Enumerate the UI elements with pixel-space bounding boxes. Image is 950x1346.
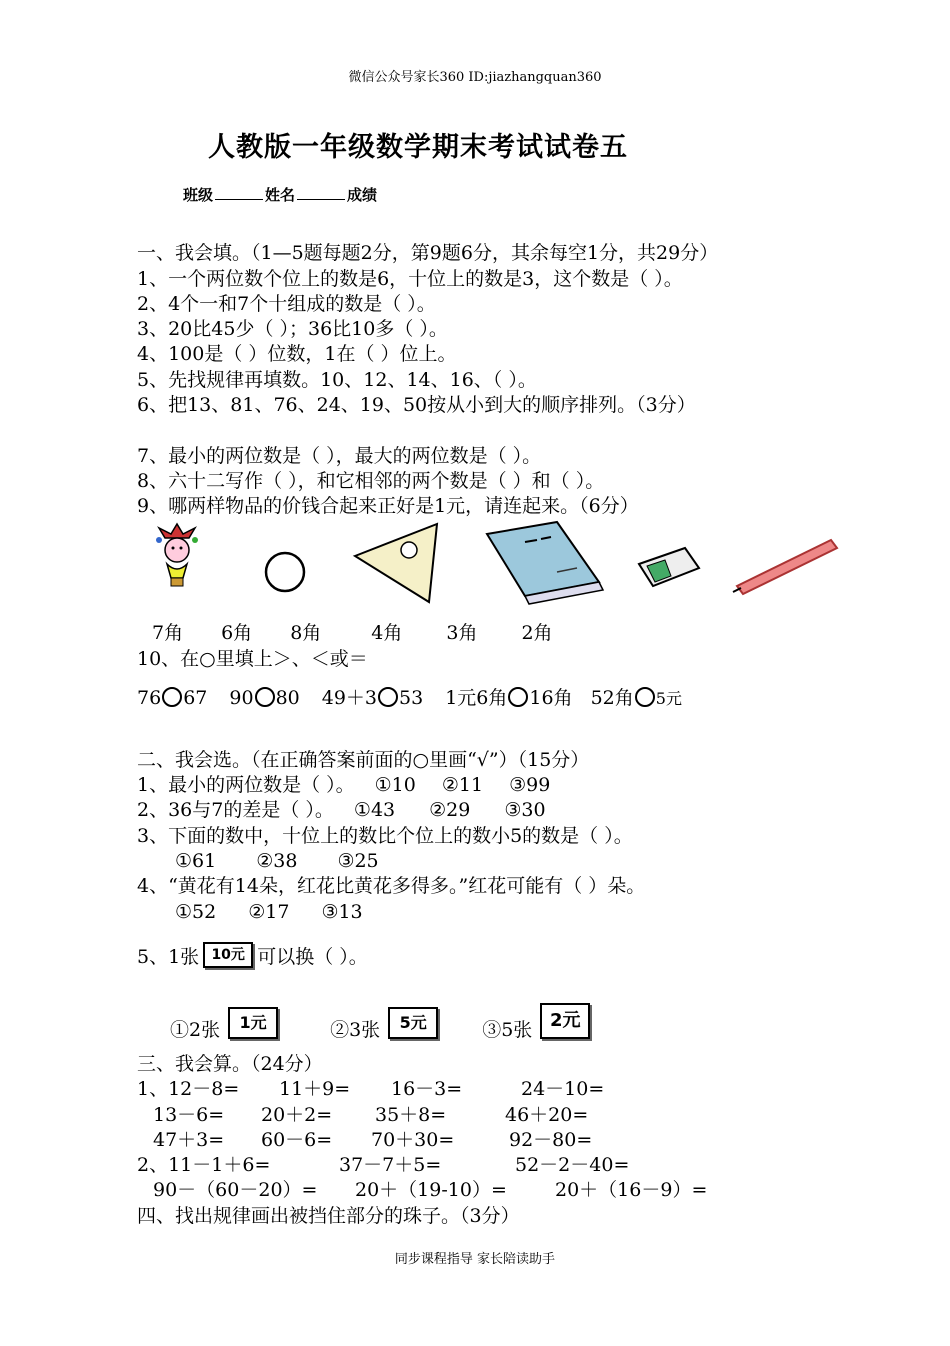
banknote-1-yuan: 1元 <box>228 1007 278 1039</box>
calc-item: 52－2－40= <box>515 1154 630 1176</box>
compare-left: 49＋3 <box>321 687 378 709</box>
calc-item: 37－7＋5= <box>339 1154 442 1176</box>
price-item: 2角 <box>521 622 553 644</box>
s1-question-3: 3、20比45少（ ）；36比10多（ ）。 <box>137 318 448 340</box>
calc-row-2 <box>153 1103 588 1127</box>
question-text: 5、1张 <box>137 946 200 968</box>
s2-question-2 <box>137 798 546 822</box>
items-picture-strip <box>137 520 872 608</box>
s2-question-5-options <box>170 1003 590 1042</box>
option[interactable]: ②29 <box>429 799 471 821</box>
compare-left: 90 <box>229 687 254 709</box>
s1-question-2: 2、4个一和7个十组成的数是（ ）。 <box>137 293 436 315</box>
eraser-icon <box>639 548 699 586</box>
s1-question-9: 9、哪两样物品的价钱合起来正好是1元，请连起来。（6分） <box>137 495 639 517</box>
calc-item: 24－10= <box>521 1078 605 1100</box>
calc-item: 20＋2= <box>261 1104 333 1126</box>
s2-question-3: 3、下面的数中，十位上的数比个位上的数小5的数是（ ）。 <box>137 825 633 847</box>
calc-item: 90－（60－20）= <box>153 1179 318 1201</box>
option[interactable]: ②3张 <box>330 1019 381 1041</box>
calc-item: 13－6= <box>153 1104 225 1126</box>
calc-item: 20＋（19-10）= <box>355 1179 507 1201</box>
calc-row-4 <box>137 1153 629 1177</box>
triangle-ruler-icon <box>355 524 437 602</box>
s1-question-5: 5、先找规律再填数。10、12、14、16、（ ）。 <box>137 369 537 391</box>
option[interactable]: ①52 <box>175 901 217 923</box>
notebook-icon <box>487 522 603 604</box>
compare-row <box>137 686 682 711</box>
option[interactable]: ③13 <box>321 901 363 923</box>
option[interactable]: ③30 <box>504 799 546 821</box>
s1-question-7: 7、最小的两位数是（ ），最大的两位数是（ ）。 <box>137 445 542 467</box>
name-blank[interactable] <box>297 185 345 200</box>
student-info <box>183 184 377 205</box>
price-item: 6角 <box>221 622 253 644</box>
compare-right: 5元 <box>655 689 682 708</box>
banknote-5-yuan: 5元 <box>388 1007 438 1039</box>
compare-right: 67 <box>183 687 208 709</box>
option[interactable]: ①2张 <box>170 1019 221 1041</box>
compare-circle[interactable] <box>255 687 275 707</box>
s2-question-1 <box>137 773 550 797</box>
calc-item: 92－80= <box>509 1129 593 1151</box>
ring-icon <box>266 553 304 591</box>
price-list <box>152 621 553 645</box>
page-footer: 同步课程指导 家长陪读助手 <box>394 1252 556 1267</box>
s1-question-4: 4、100是（ ）位数，1在（ ）位上。 <box>137 343 457 365</box>
section-2-heading: 二、我会选。（在正确答案前面的○里画“√”）（15分） <box>137 749 590 771</box>
page-title: 人教版一年级数学期末考试试卷五 <box>208 132 628 163</box>
option[interactable]: ①10 <box>374 774 416 796</box>
s2-question-5 <box>137 942 368 969</box>
calc-row-5 <box>153 1178 707 1202</box>
price-item: 7角 <box>152 622 184 644</box>
calc-item: 16－3= <box>391 1078 463 1100</box>
pencil-icon <box>733 540 837 594</box>
question-text: 2、36与7的差是（ ）。 <box>137 799 334 821</box>
calc-item: 46＋20= <box>505 1104 589 1126</box>
option[interactable]: ①61 <box>175 850 217 872</box>
s2-question-4-options <box>175 900 363 924</box>
compare-left: 52角 <box>590 687 634 709</box>
compare-right: 16角 <box>529 687 573 709</box>
calc-row-1 <box>137 1077 604 1101</box>
calc-item: 1、12－8= <box>137 1078 240 1100</box>
price-item: 3角 <box>446 622 478 644</box>
compare-left: 76 <box>137 687 162 709</box>
s1-question-8: 8、六十二写作（ ），和它相邻的两个数是（ ）和（ ）。 <box>137 470 605 492</box>
section-3-heading: 三、我会算。（24分） <box>137 1053 323 1075</box>
calc-item: 20＋（16－9）= <box>555 1179 708 1201</box>
compare-circle[interactable] <box>378 687 398 707</box>
page-header: 微信公众号家长360 ID:jiazhangquan360 <box>348 70 602 85</box>
price-item: 8角 <box>290 622 322 644</box>
calc-row-3 <box>153 1128 592 1152</box>
s2-question-3-options <box>175 849 379 873</box>
option[interactable]: ③25 <box>337 850 379 872</box>
s2-question-4: 4、“黄花有14朵，红花比黄花多得多。”红花可能有（ ）朵。 <box>137 875 646 897</box>
score-label: 成绩 <box>347 186 378 204</box>
option[interactable]: ②17 <box>248 901 290 923</box>
s1-question-6: 6、把13、81、76、24、19、50按从小到大的顺序排列。（3分） <box>137 394 696 416</box>
section-4-heading: 四、找出规律画出被挡住部分的珠子。（3分） <box>137 1205 520 1227</box>
compare-right: 80 <box>275 687 300 709</box>
section-1-heading: 一、我会填。（1—5题每题2分，第9题6分，其余每空1分，共29分） <box>137 242 719 264</box>
question-text: 1、最小的两位数是（ ）。 <box>137 774 355 796</box>
calc-item: 2、11－1＋6= <box>137 1154 271 1176</box>
option[interactable]: ③99 <box>509 774 551 796</box>
option[interactable]: ①43 <box>353 799 396 821</box>
calc-item: 35＋8= <box>375 1104 447 1126</box>
option[interactable]: ②11 <box>441 774 484 796</box>
compare-circle[interactable] <box>508 687 528 707</box>
calc-item: 47＋3= <box>153 1129 225 1151</box>
s1-question-1: 1、一个两位数个位上的数是6，十位上的数是3，这个数是（ ）。 <box>137 268 683 290</box>
name-label: 姓名 <box>265 186 296 204</box>
calc-item: 11＋9= <box>279 1078 351 1100</box>
price-item: 4角 <box>371 622 403 644</box>
jester-toy-icon <box>156 524 198 586</box>
banknote-2-yuan: 2元 <box>540 1003 590 1039</box>
banknote-10-yuan: 10元 <box>203 942 253 968</box>
compare-right: 53 <box>399 687 424 709</box>
s1-question-10: 10、在○里填上＞、＜或＝ <box>137 648 368 670</box>
calc-item: 70＋30= <box>371 1129 455 1151</box>
compare-left: 1元6角 <box>445 687 508 709</box>
option[interactable]: ③5张 <box>482 1019 533 1041</box>
class-label: 班级 <box>183 186 214 204</box>
compare-circle[interactable] <box>162 687 182 707</box>
question-text: 可以换（ ）。 <box>257 946 368 968</box>
option[interactable]: ②38 <box>256 850 298 872</box>
calc-item: 60－6= <box>261 1129 333 1151</box>
compare-circle[interactable] <box>635 687 655 707</box>
class-blank[interactable] <box>215 185 263 200</box>
